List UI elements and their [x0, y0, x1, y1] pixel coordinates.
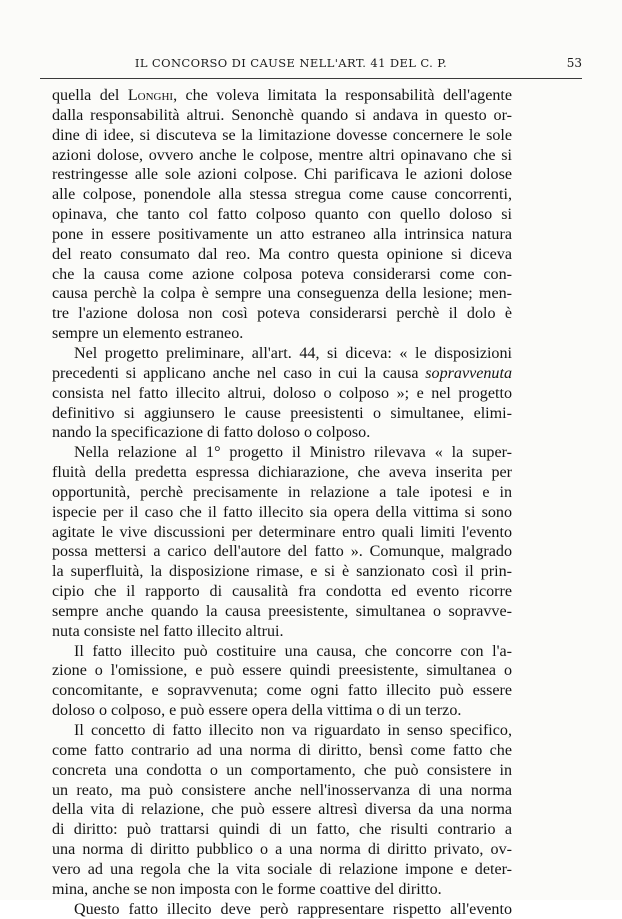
page-number: 53 [566, 56, 582, 70]
text-line: dine di idee, si discuteva se la limitazione dovesse concernere le sole [52, 126, 512, 144]
text-line: opportunità, perchè precisamente in relazione a tale ipotesi e in [52, 483, 512, 501]
text-line: ispecie per il caso che il fatto illecito sia opera della vittima si sono [52, 503, 512, 521]
running-header [40, 56, 582, 76]
text-line: possa mettersi a carico dell'autore del fatto ». Comunque, malgrado [52, 543, 512, 561]
text-line: sempre anche quando la causa preesistente, simultanea o sopravve- [52, 602, 512, 620]
text-line: concomitante, e sopravvenuta; come ogni fatto illecito può essere [52, 682, 512, 700]
text-line: come fatto contrario ad una norma di diritto, bensì come fatto che [52, 741, 512, 759]
text-line: alle colpose, ponendole alla stessa stregua come cause concorrenti, [52, 186, 512, 204]
text-line: zione o l'omissione, e può essere quindi preesistente, simultanea o [52, 662, 512, 680]
text-line: pone in essere positivamente un atto estraneo alla intrinsica natura [52, 225, 512, 243]
text-line: dalla responsabilità altrui. Senonchè quando si andava in questo or- [52, 106, 512, 124]
text-line: opinava, che tanto col fatto colposo quanto con quello doloso si [52, 206, 512, 224]
text-line: Il fatto illecito può costituire una causa, che concorre con l'a- [74, 642, 512, 660]
text-line: un reato, ma può consistere anche nell'inosservanza di una norma [52, 781, 512, 799]
text-line: quella del Longhi, che voleva limitata la responsabilità dell'agente [52, 87, 513, 104]
text-line: tre l'azione dolosa non così poteva considerarsi perchè il dolo è [52, 305, 512, 323]
body-text [52, 86, 512, 919]
text-line: Nel progetto preliminare, all'art. 44, si diceva: « le disposizioni [74, 344, 512, 362]
text-line: vero ad una regola che la vita sociale di relazione impone e deter- [52, 860, 512, 878]
text-line: mina, anche se non imposta con le forme coattive del diritto. [52, 880, 442, 898]
text-line: della vita di relazione, che può essere altresì diversa da una norma [52, 801, 512, 819]
text-line: azioni dolose, ovvero anche le colpose, mentre altri opinavano che si [52, 146, 512, 164]
text-line: che la causa come azione colposa poteva considerarsi come con- [52, 265, 512, 283]
header-divider [40, 78, 582, 79]
text-line: la superfluità, la disposizione rimase, e si è sanzionato così il prin- [52, 563, 512, 581]
text-line: di diritto: può trattarsi quindi di un fatto, che risulti contrario a [52, 821, 512, 839]
text-line: agitate le vive discussioni per determinare entro quali limiti l'evento [52, 523, 512, 541]
text-line: Questo fatto illecito deve però rappresentare rispetto all'evento [74, 900, 512, 918]
text-line: del reato consumato dal reo. Ma contro questa opinione si diceva [52, 245, 512, 263]
text-line: fluità della predetta espressa dichiarazione, che aveva inserita per [52, 464, 512, 482]
running-title: IL CONCORSO DI CAUSE NELL'ART. 41 DEL C. P. [134, 56, 448, 70]
text-line: una norma di diritto pubblico o a una norma di diritto privato, ov- [52, 841, 512, 859]
text-line: definitivo si aggiunsero le cause preesistenti o simultanee, elimi- [52, 404, 512, 422]
text-line: doloso o colposo, e può essere opera della vittima o di un terzo. [52, 702, 462, 720]
text-line: nuta consiste nel fatto illecito altrui. [52, 622, 284, 640]
text-line: Nella relazione al 1° progetto il Ministro rilevava « la super- [74, 444, 512, 462]
text-line: sempre un elemento estraneo. [52, 325, 244, 343]
text-line: consista nel fatto illecito altrui, doloso o colposo »; e nel progetto [52, 384, 512, 402]
text-line: causa perchè la colpa è sempre una conseguenza della lesione; men- [52, 285, 512, 303]
text-line: nando la specificazione di fatto doloso o colposo. [52, 424, 371, 442]
text-line: Il concetto di fatto illecito non va riguardato in senso specifico, [74, 722, 512, 739]
text-line: concreta una condotta o un comportamento, che può consistere in [52, 761, 512, 779]
text-line: cipio che il rapporto di causalità fra condotta ed evento ricorre [52, 583, 512, 601]
text-line: precedenti si applicano anche nel caso in cui la causa sopravvenuta [52, 364, 512, 382]
text-line: restringesse alle sole azioni colpose. Chi parificava le azioni dolose [52, 166, 512, 184]
